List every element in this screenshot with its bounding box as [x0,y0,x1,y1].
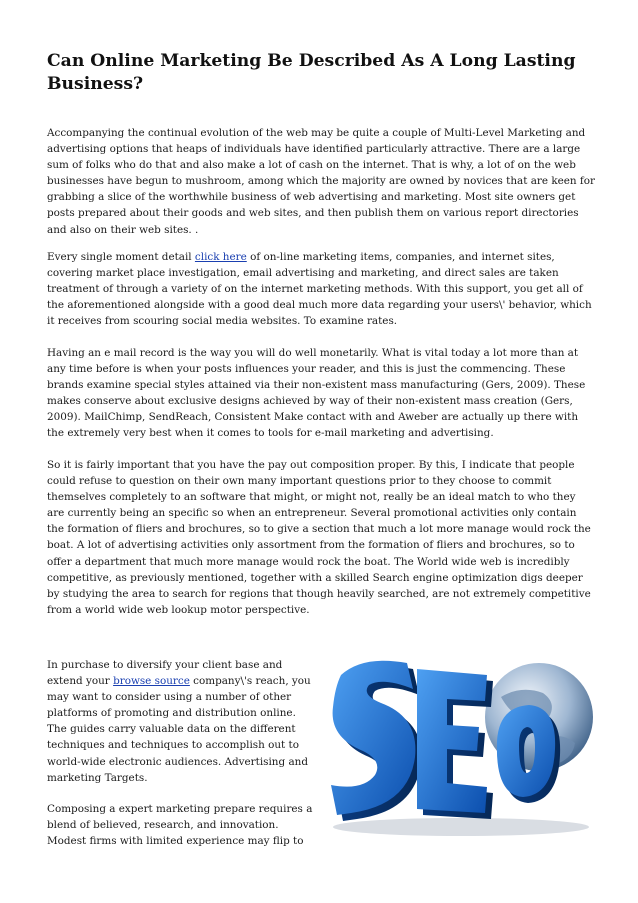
paragraph-text: of on-line marketing items, companies, and internet sites, covering market place investigation, email advertising and marketing, and direct sales are taken treatment of through a variety of on the internet marketing methods. With this support, you get all of the aforementioned alongside with a good deal much more data regarding your users\' behavior, which it receives from scouring social media websites. To examine rates. [47,251,592,328]
paragraph-text: company\'s reach, you may want to consider using a number of other platforms of promoting and distribution online. The guides carry valuable data on the different techniques and techniques to accomplish out to world-wide electronic audiences. Advertising and marketing Targets. [47,675,311,784]
paragraph-intro: Accompanying the continual evolution of the web may be quite a couple of Multi-Level Marketing and advertising options that heaps of individuals have identified particularly attractive. There are a large sum of folks who do that and also make a lot of cash on the internet. That is why, a lot of on the web businesses have begun to mushroom, among which the majority are owned by novices that are keen for grabbing a slice of the worthwhile business of web advertising and marketing. Most site owners get posts prepared about their goods and web sites, and then publish them on various report directories and also on their web sites. . [47,127,595,236]
floor-shadow [333,818,589,836]
letter-s-shape [331,661,421,821]
paragraph-text: In purchase to diversify your client base and extend your [47,659,283,688]
paragraph-details [47,249,595,329]
page-title: Can Online Marketing Be Described As A Long Lasting Business? [47,51,576,94]
paragraph-marketing-plan: Composing a expert marketing prepare requires a blend of believed, research, and innovation. Modest firms with limited experience may flip to [47,803,313,848]
seo-illustration [311,645,597,837]
paragraph-email-list: Having an e mail record is the way you will do well monetarily. What is vital today a lot more than at any time before is when your posts influences your reader, and this is just the commencing. These brands examine special styles attained via their non-existent mass manufacturing (Gers, 2009). These makes conserve about exclusive designs achieved by way of their non-existent mass creation (Gers, 2009). MailChimp, SendReach, Consistent Make contact with and Aweber are actually up there with the extremely very best when it comes to tools for e-mail marketing and advertising. [47,347,586,440]
click-here-link[interactable]: click here [194,251,247,263]
paragraph-pay-structure: So it is fairly important that you have the pay out composition proper. By this, I indicate that people could refuse to question on their own many important questions prior to they choose to commit themselves completely to an software that might, or might not, really be an ideal match to who they are currently being an specific so when an entrepreneur. Several promotional activities only contain the formation of fliers and brochures, so to give a section that much a lot more manage would rock the boat. A lot of advertising activities only assortment from the formation of fliers and brochures, so to offer a department that much more manage would rock the boat. The World wide web is incredibly competitive, as previously mentioned, together with a skilled Search engine optimization digs deeper by studying the area to search for regions that though heavily searched, are not extremely competitive from a world wide web lookup motor perspective. [47,459,591,616]
letter-e-shape [417,669,493,819]
paragraph-diversify [47,657,315,786]
paragraph-text: Every single moment detail [47,251,195,263]
browse-source-link[interactable]: browse source [113,675,190,688]
